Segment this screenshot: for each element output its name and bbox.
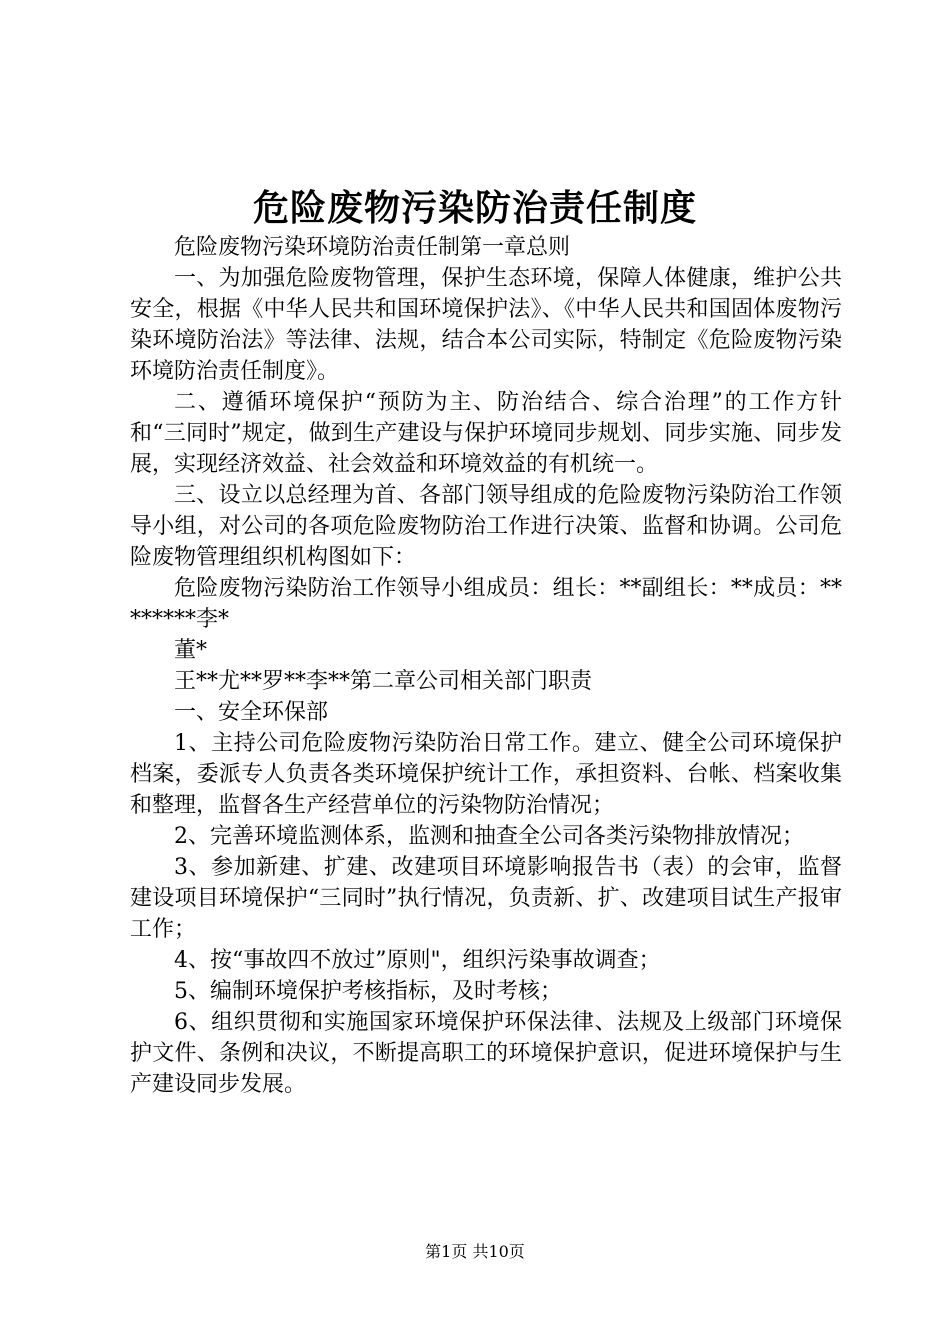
paragraph: 危险废物污染环境防治责任制第一章总则 [174,235,571,260]
paragraph: 危险废物污染防治工作领导小组成员：组长：**副组长：**成员：********李* [130,576,842,632]
paragraph: 3、参加新建、扩建、改建项目环境影响报告书（表）的会审，监督建设项目环境保护“三同时”执行情况，负责新、扩、改建项目试生产报审工作； [130,855,842,942]
paragraph: 王**尤**罗**李**第二章公司相关部门职责 [174,669,593,694]
paragraph: 4、按“事故四不放过”原则"，组织污染事故调查； [174,948,661,973]
paragraph: 二、遵循环境保护“预防为主、防治结合、综合治理”的工作方针和“三同时”规定，做到生产建设与保护环境同步规划、同步实施、同步发展，实现经济效益、社会效益和环境效益的有机统一。 [130,390,842,477]
paragraph: 三、设立以总经理为首、各部门领导组成的危险废物污染防治工作领导小组，对公司的各项危险废物防治工作进行决策、监督和协调。公司危险废物管理组织机构图如下： [130,483,842,570]
document-body [130,232,842,1100]
paragraph: 一、安全环保部 [174,700,329,725]
page-number-footer: 第1页 共10页 [425,1242,525,1261]
paragraph: 2、完善环境监测体系，监测和抽查全公司各类污染物排放情况； [174,824,804,849]
paragraph: 1、主持公司危险废物污染防治日常工作。建立、健全公司环境保护档案，委派专人负责各类环境保护统计工作，承担资料、台帐、档案收集和整理，监督各生产经营单位的污染物防治情况； [130,731,842,818]
paragraph: 一、为加强危险废物管理，保护生态环境，保障人体健康，维护公共安全，根据《中华人民共和国环境保护法》、《中华人民共和国固体废物污染环境防治法》等法律、法规，结合本公司实际，特制定《危险废物污染环境防治责任制度》。 [130,266,842,384]
paragraph: 董* [174,638,208,663]
paragraph: 6、组织贯彻和实施国家环境保护环保法律、法规及上级部门环境保护文件、条例和决议，不断提高职工的环境保护意识，促进环境保护与生产建设同步发展。 [130,1010,842,1097]
document-title: 危险废物污染防治责任制度 [252,187,697,229]
paragraph: 5、编制环境保护考核指标，及时考核； [174,979,562,1004]
